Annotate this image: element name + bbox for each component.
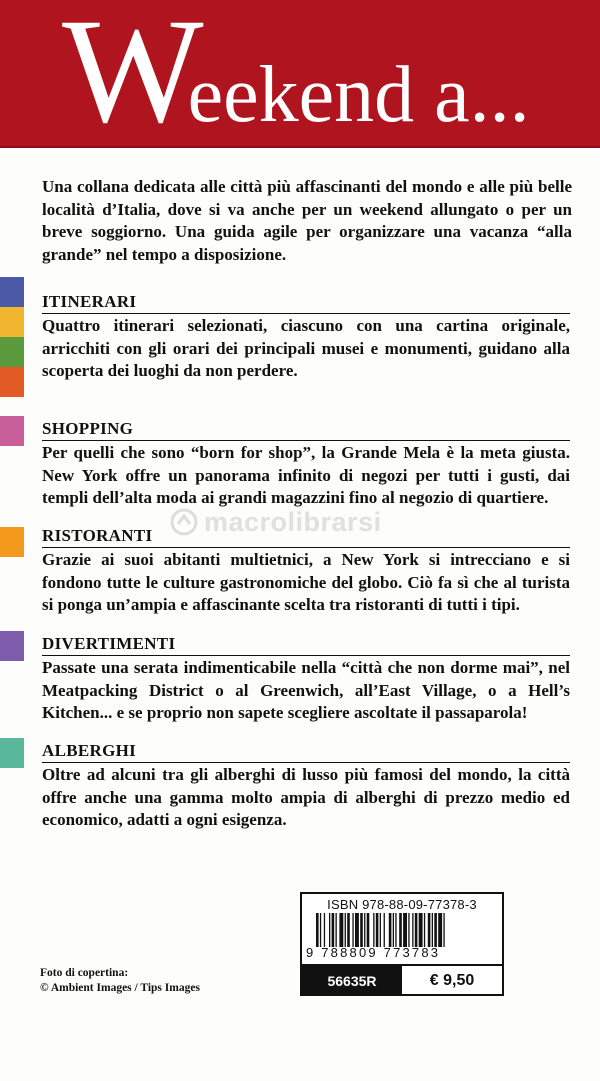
barcode-bar xyxy=(428,913,431,947)
barcode-bar xyxy=(403,913,407,947)
product-code: 56635R xyxy=(302,966,402,996)
barcode-bar xyxy=(412,913,413,947)
barcode-bar xyxy=(389,913,392,947)
section-body: Passate una serata indimenticabile nella “città che non dorme mai”, nel Meatpacking District o al Greenwich, all’East Village, o a Hell’s Kitchen... e se proprio non sapete scegliere ascoltate il passaparola! xyxy=(42,658,570,722)
barcode-bar xyxy=(408,913,409,947)
barcode-digits: 9 788809 773783 xyxy=(306,945,441,960)
barcode-bar xyxy=(384,913,385,947)
tab-orange xyxy=(0,367,24,397)
barcode-bar xyxy=(355,913,359,947)
credits-line-2: © Ambient Images / Tips Images xyxy=(40,982,200,994)
series-title-initial: W xyxy=(62,0,204,154)
section-body: Oltre ad alcuni tra gli alberghi di lusso più famosi del mondo, la città offre anche una gamma molto ampia di alberghi di prezzo medio ed economico, adatti a ogni esigenza. xyxy=(42,765,570,829)
tab-green xyxy=(0,337,24,367)
section-title: DIVERTIMENTI xyxy=(42,633,570,656)
section-body: Per quelli che sono “born for shop”, la Grande Mela è la meta giusta. New York offre un panorama infinito di negozi per tutti i gusti, dai templi dell’alta moda ai grandi magazzini fino al negozio di quartiere. xyxy=(42,443,570,507)
series-title xyxy=(62,0,530,154)
tab-purple xyxy=(0,631,24,661)
tab-pink xyxy=(0,416,24,446)
barcode-bar xyxy=(419,913,423,947)
section-shopping xyxy=(42,418,570,510)
photo-credits xyxy=(40,966,200,996)
barcode-bar xyxy=(324,913,325,947)
barcode-icon xyxy=(316,913,488,947)
barcode-bar xyxy=(336,913,337,947)
watermark-logo-icon xyxy=(170,508,198,536)
watermark xyxy=(170,507,382,538)
intro-paragraph: Una collana dedicata alle città più affascinanti del mondo e alle più belle località d’Italia, dove si va anche per un weekend allungato o per un breve soggiorno. Una guida agile per organizzare una vacanza “alla grande” nel tempo a disposizione. xyxy=(42,177,572,264)
section-alberghi xyxy=(42,740,570,832)
barcode-bar xyxy=(415,913,418,947)
section-title: RISTORANTI xyxy=(42,525,570,548)
barcode-bar xyxy=(329,913,330,947)
tab-blue xyxy=(0,277,24,307)
section-ristoranti xyxy=(42,525,570,617)
barcode-bar xyxy=(438,913,442,947)
barcode-bar xyxy=(432,913,433,947)
barcode-bar xyxy=(352,913,353,947)
barcode-bar xyxy=(424,913,425,947)
section-itinerari xyxy=(42,291,570,383)
series-title-rest: eekend a... xyxy=(187,51,530,139)
section-title: ITINERARI xyxy=(42,291,570,314)
barcode-bar xyxy=(443,913,444,947)
barcode-bar xyxy=(320,913,321,947)
barcode-bar xyxy=(376,913,379,947)
section-body: Grazie ai suoi abitanti multietnici, a New York si intrecciano e si fondono tutte le culture gastronomiche del globo. Ciò fa sì che al turista si ponga un’ampia e affascinante scelta tra ristoranti di tutti i tipi. xyxy=(42,550,570,614)
credits-line-1: Foto di copertina: xyxy=(40,967,129,979)
tab-teal xyxy=(0,738,24,768)
price-label: € 9,50 xyxy=(429,972,475,989)
isbn-text: ISBN 978-88-09-77378-3 xyxy=(327,897,477,912)
barcode-bar xyxy=(434,913,437,947)
header-band xyxy=(0,0,600,154)
barcode-bar xyxy=(360,913,363,947)
section-title: SHOPPING xyxy=(42,418,570,441)
barcode-bar xyxy=(339,913,343,947)
barcode-bar xyxy=(347,913,350,947)
section-divertimenti xyxy=(42,633,570,725)
barcode-bar xyxy=(373,913,374,947)
barcode-bar xyxy=(345,913,346,947)
barcode-bar xyxy=(316,913,319,947)
section-title: ALBERGHI xyxy=(42,740,570,763)
barcode-bar xyxy=(393,913,394,947)
section-body: Quattro itinerari selezionati, ciascuno con una cartina originale, arricchiti con gli orari dei principali musei e monumenti, guidano alla scoperta dei luoghi da non perdere. xyxy=(42,316,570,380)
barcode-bar xyxy=(332,913,335,947)
barcode-bar xyxy=(380,913,381,947)
barcode-bar xyxy=(367,913,370,947)
barcode-box xyxy=(300,892,504,996)
barcode-bottom-row xyxy=(302,964,502,996)
tab-yellow xyxy=(0,307,24,337)
barcode-bar xyxy=(399,913,402,947)
tab-amber xyxy=(0,527,24,557)
barcode-bar xyxy=(395,913,396,947)
barcode-bar xyxy=(364,913,365,947)
watermark-text: macrolibrarsi xyxy=(204,507,382,537)
